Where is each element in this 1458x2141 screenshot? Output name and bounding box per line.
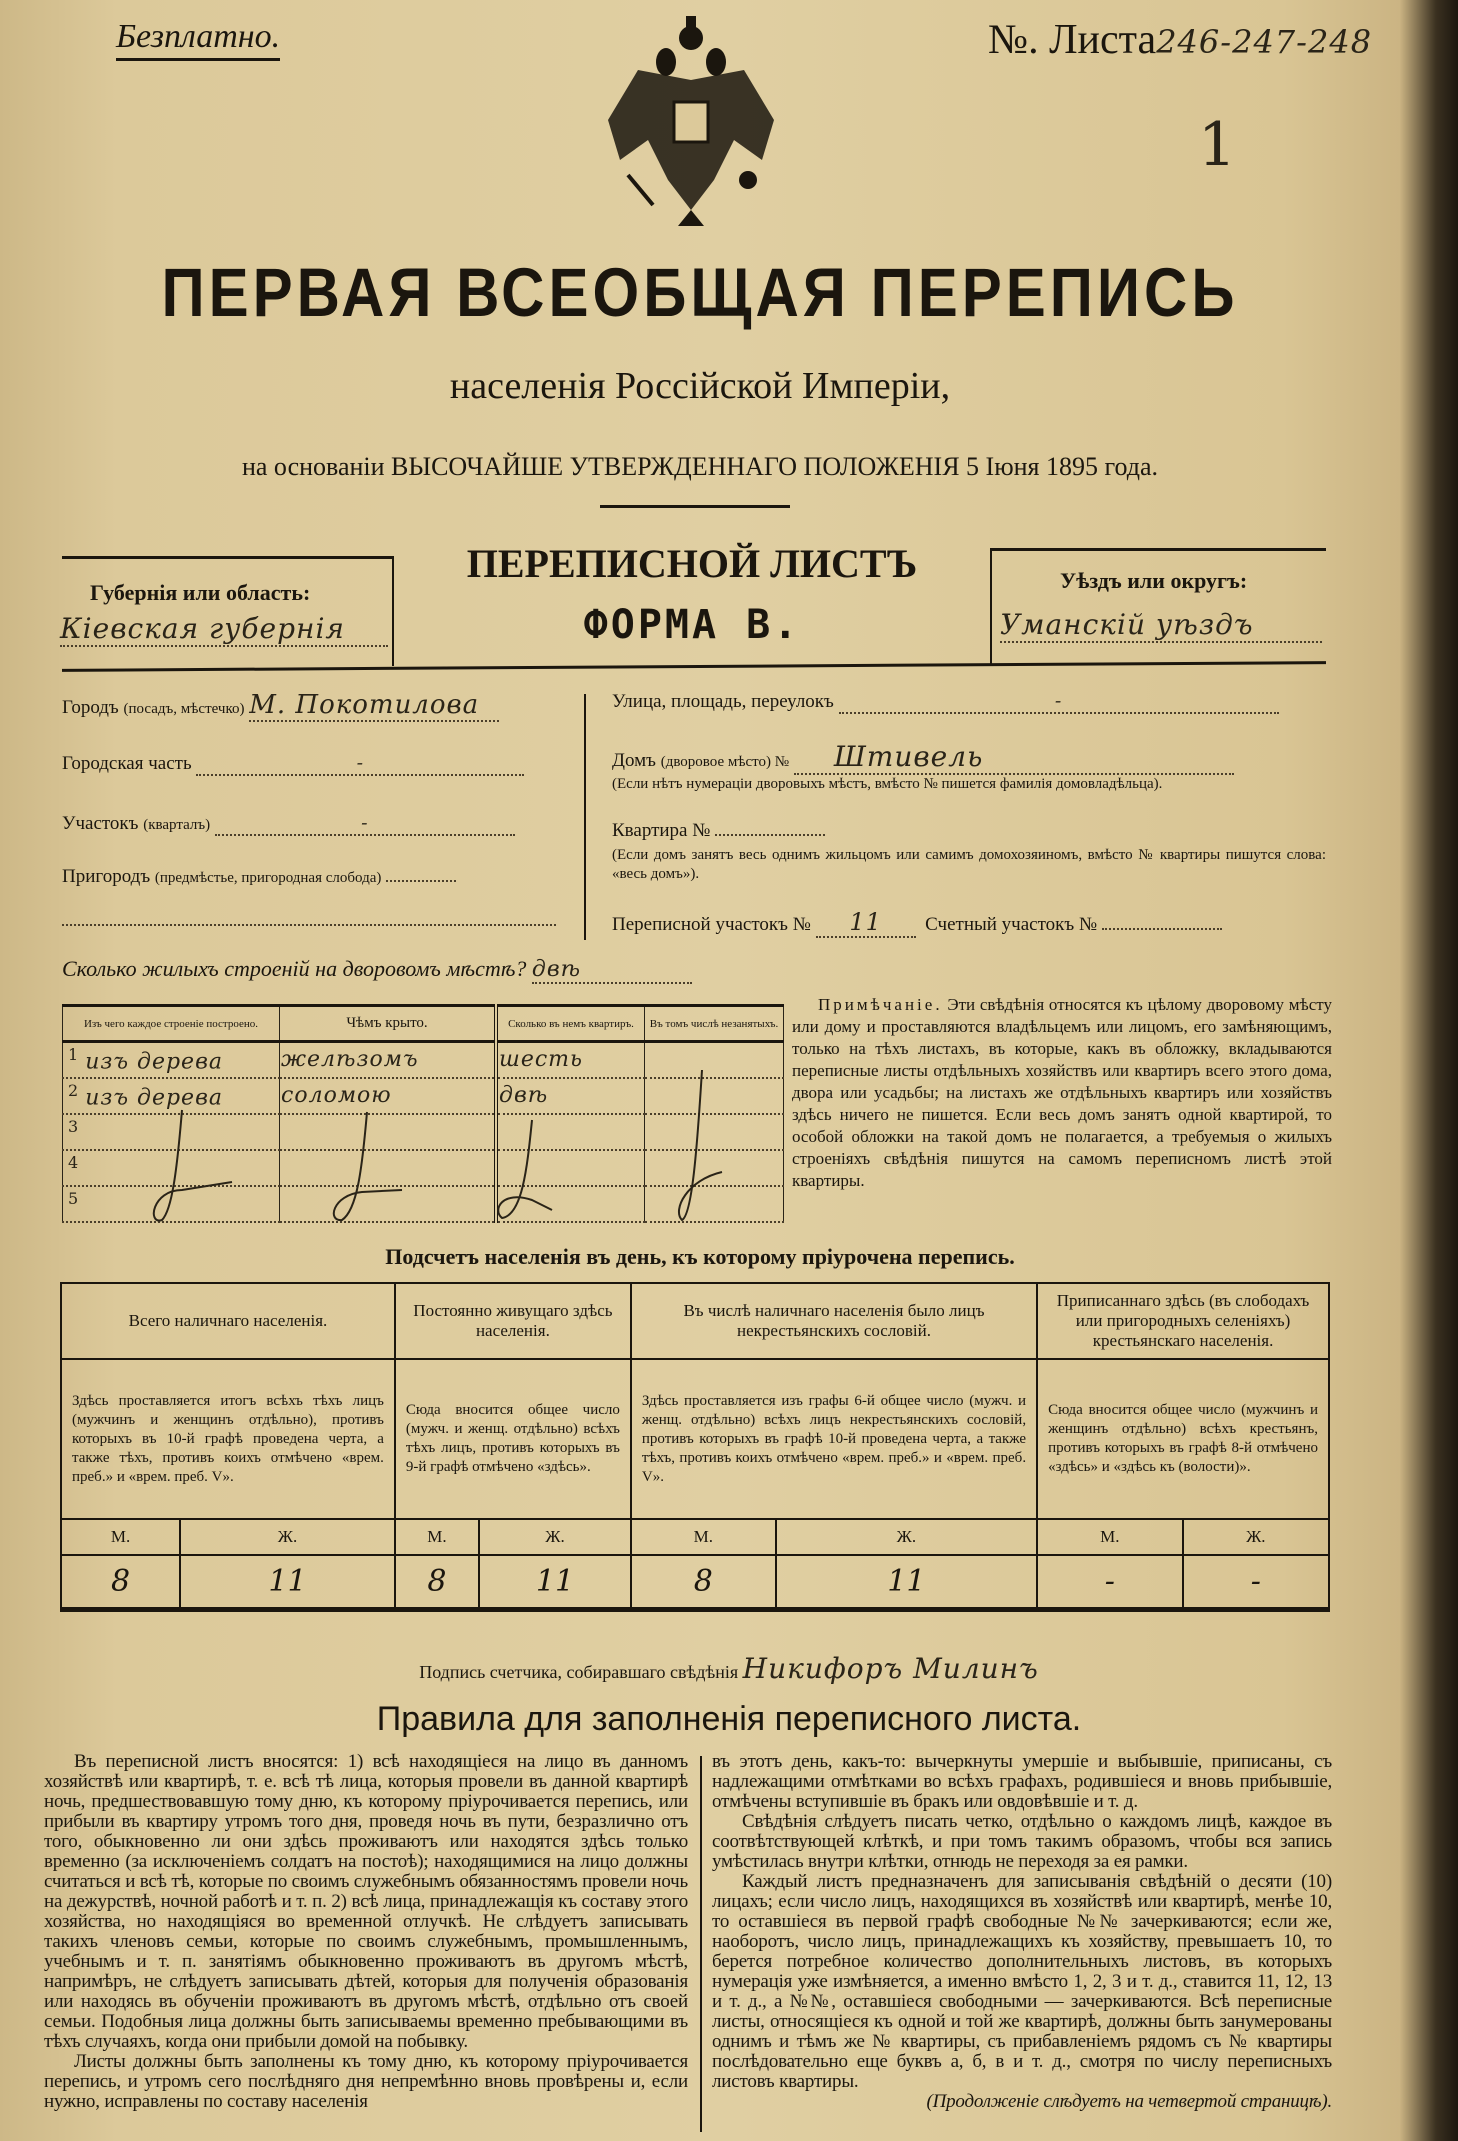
rules-right-column — [712, 1752, 1332, 2112]
group-description: Здѣсь проставляется итогъ всѣхъ тѣхъ лицъ (мужчинъ и женщинъ отдѣльно), противъ которыхъ въ 10-й графѣ проведена черта, а также тѣхъ, противъ коихъ отмѣчено «врем. преб.» и «врем. преб. V». — [61, 1359, 395, 1519]
divider — [700, 1756, 702, 2132]
document-subtitle: населенія Россійской Имперіи, — [449, 365, 951, 407]
free-of-charge-label: Безплатно. — [116, 18, 280, 61]
material-cell[interactable] — [63, 1078, 280, 1114]
rules-paragraph: въ этотъ день, какъ-то: вычеркнуты умершіе и выбывшіе, приписаны, съ надлежащими отмѣтками во всѣхъ графахъ, родившіеся и вновь прибывшіе, отмѣчены вступившіе въ бракъ или овдовѣвшіе и т. д. — [712, 1751, 1332, 1812]
rules-heading: Правила для заполненія переписного листа. — [376, 1700, 1082, 1738]
sheet-number-value: 246-247-248 — [1156, 23, 1373, 61]
female-count[interactable]: 11 — [180, 1555, 395, 1609]
vacant-cell[interactable] — [645, 1042, 784, 1078]
female-header: Ж. — [1183, 1519, 1329, 1555]
city-part-label: Городская часть — [62, 753, 192, 774]
population-table — [60, 1282, 1330, 1612]
house-note: (Если нѣтъ нумераціи дворовыхъ мѣстъ, вмѣсто № пишется фамилія домовладѣльца). — [612, 776, 1163, 792]
roof-cell[interactable] — [280, 1150, 497, 1186]
precinct-label: Участокъ — [62, 813, 139, 834]
rules-paragraph: Свѣдѣнія слѣдуетъ писать четко, отдѣльно о каждомъ лицѣ, каждое въ соотвѣтствующей клѣткѣ, и при томъ такимъ образомъ, чтобы вся запись умѣстилась внутри клѣтки, отнюдь не переходя за ея рамки. — [712, 1811, 1332, 1872]
roof-cell[interactable] — [280, 1186, 497, 1222]
document-title: ПЕРВАЯ ВСЕОБЩАЯ ПЕРЕПИСЬ — [161, 253, 1239, 332]
apartment-note: (Если домъ занятъ весь однимъ жильцомъ или самимъ домохозяиномъ, вмѣсто № квартиры пишутся слова: «весь домъ»). — [612, 847, 1326, 882]
row-number: 1 — [68, 1045, 80, 1065]
divider — [584, 694, 586, 940]
precinct-row — [62, 812, 515, 836]
divider — [990, 548, 1326, 551]
population-values — [61, 1555, 1329, 1609]
male-header: М. — [1037, 1519, 1183, 1555]
sheet-number — [988, 16, 1372, 64]
house-field[interactable]: Штивель — [794, 740, 1234, 775]
rules-left-column — [44, 1752, 688, 2112]
female-header: Ж. — [776, 1519, 1037, 1555]
apartments-cell[interactable] — [496, 1150, 645, 1186]
column-header: Чѣмъ крыто. — [280, 1006, 497, 1042]
apartments-cell[interactable] — [496, 1186, 645, 1222]
signature-label: Подпись счетчика, собиравшаго свѣдѣнія — [419, 1662, 739, 1682]
suburb-field[interactable] — [386, 880, 456, 882]
row-number: 3 — [68, 1116, 80, 1136]
apartments-cell[interactable] — [496, 1078, 645, 1114]
roof-cell[interactable] — [280, 1042, 497, 1078]
province-field[interactable]: Кіевская губернія — [60, 612, 388, 647]
buildings-table-row — [63, 1114, 784, 1150]
note-text: Эти свѣдѣнія относятся къ цѣлому дворовому мѣсту или дому и проставляются владѣльцемъ или лицомъ, его замѣняющимъ, только на тѣхъ листахъ, въ которые, какъ въ обложку, вкладываются переписные листы отдѣльныхъ хозяйствъ или квартиръ всего этого дома, двора или усадьбы; на листахъ же отдѣльныхъ квартиръ или хозяйствъ здѣсь ничего не пишется. Если весь домъ занятъ одной квартирой, то особой обложки на такой домъ не полагается, а требуемыя о жилыхъ строеніяхъ свѣдѣнія пишутся на самомъ переписномъ листѣ этой квартиры. — [792, 995, 1333, 1190]
precinct-hint: (кварталъ) — [143, 817, 211, 833]
buildings-table-row — [63, 1150, 784, 1186]
roof-cell[interactable] — [280, 1114, 497, 1150]
apartment-row — [612, 820, 825, 842]
male-count[interactable]: 8 — [61, 1555, 180, 1609]
roof-cell-value: желѣзомъ — [281, 1047, 419, 1073]
group-title: Всего наличнаго населенія. — [61, 1283, 395, 1359]
house-label: Домъ — [612, 750, 656, 771]
form-title: ПЕРЕПИСНОЙ ЛИСТЪ — [466, 541, 918, 586]
district-field[interactable]: Уманскій уѣздъ — [1000, 608, 1322, 643]
city-part-field[interactable]: - — [196, 752, 524, 776]
rules-continuation: (Продолженіе слѣдуетъ на четвертой страницѣ). — [926, 2091, 1332, 2112]
group-title: Въ числѣ наличнаго населенія было лицъ некрестьянскихъ сословій. — [631, 1283, 1037, 1359]
form-name: ФОРМА В. — [583, 602, 801, 648]
street-field[interactable]: - — [839, 690, 1279, 714]
apartments-cell-value: двѣ — [499, 1083, 549, 1108]
census-district-row — [612, 908, 1222, 938]
margin-mark: 1 — [1198, 110, 1238, 180]
signature-value: Никифоръ Милинъ — [742, 1652, 1039, 1685]
female-count[interactable]: - — [1183, 1555, 1329, 1609]
divider — [62, 556, 392, 559]
buildings-answer[interactable]: двѣ — [532, 957, 692, 984]
rules-paragraph: Каждый листъ предназначенъ для записыванія свѣдѣній о десяти (10) лицахъ; если число лицъ, находящихся въ хозяйствѣ или квартирѣ, менѣе 10, то оставшіеся въ первой графѣ свободные №№ зачеркиваются; если же, наоборотъ, число лицъ, принадлежащихъ къ хозяйству, превышаетъ 10, то берется потребное количество дополнительныхъ листовъ, въ которыхъ нумерація уже измѣняется, а именно вмѣсто 1, 2, 3 и т. д., ставится 11, 12, 13 и т. д., а №№, оставшіеся свободными — зачеркиваются. Всѣ переписные листы, относящіеся къ одной и той же квартирѣ, должны быть занумерованы однимъ и тѣмъ же № квартиры, съ прибавленіемъ рядомъ съ № квартиры послѣдовательно еще буквъ а, б, в и т. д., смотря по числу переписныхъ листовъ квартиры. — [712, 1871, 1332, 2092]
group-description: Сюда вносится общее число (мужч. и женщ. отдѣльно) всѣхъ тѣхъ лицъ, противъ которыхъ въ 9-й графѣ отмѣчено «здѣсь». — [395, 1359, 631, 1519]
apartment-field[interactable] — [715, 834, 825, 836]
suburb-label: Пригородъ — [62, 866, 151, 887]
male-count[interactable]: 8 — [631, 1555, 776, 1609]
buildings-table-row — [63, 1186, 784, 1222]
city-row — [62, 690, 499, 722]
suburb-row — [62, 866, 456, 888]
buildings-question: Сколько жилыхъ строеній на дворовомъ мѣстѣ? — [62, 956, 527, 981]
apartments-cell[interactable] — [496, 1114, 645, 1150]
street-label: Улица, площадь, переулокъ — [612, 691, 834, 712]
divider — [990, 550, 992, 664]
male-count[interactable]: 8 — [395, 1555, 479, 1609]
row-number: 5 — [68, 1188, 80, 1208]
apartments-cell-value: шесть — [499, 1047, 584, 1073]
male-header: М. — [631, 1519, 776, 1555]
vacant-cell[interactable] — [645, 1150, 784, 1186]
suburb-hint: (предмѣстье, пригородная слобода) — [154, 870, 382, 886]
decree-line: на основаніи ВЫСОЧАЙШЕ УТВЕРЖДЕННАГО ПОЛОЖЕНІЯ 5 Іюня 1895 года. — [241, 452, 1159, 481]
buildings-question-row — [62, 956, 692, 984]
city-field[interactable]: М. Покотилова — [249, 690, 499, 722]
material-cell-value: изъ дерева — [85, 1085, 223, 1111]
rules-paragraph: Листы должны быть заполнены къ тому дню, къ которому пріурочивается перепись, и утромъ сего послѣдняго дня непремѣнно вновь провѣрены и, если нужно, исправлены по составу населенія — [44, 2051, 688, 2112]
material-cell[interactable] — [63, 1186, 280, 1222]
column-header: Изъ чего каждое строеніе построено. — [63, 1006, 280, 1042]
population-group-titles — [61, 1283, 1329, 1359]
apartment-label: Квартира № — [612, 820, 711, 841]
material-cell-value: изъ дерева — [85, 1049, 223, 1075]
row-number: 2 — [68, 1080, 80, 1100]
buildings-table — [62, 1004, 784, 1223]
enumerator-signature-row — [0, 1652, 1458, 1685]
city-hint: (посадъ, мѣстечко) — [123, 701, 245, 717]
material-cell[interactable] — [63, 1114, 280, 1150]
male-header: М. — [395, 1519, 479, 1555]
count-district-field[interactable] — [1102, 928, 1222, 930]
suburb-field-line[interactable] — [62, 924, 556, 926]
buildings-table-row — [63, 1042, 784, 1078]
male-count[interactable]: - — [1037, 1555, 1183, 1609]
vacant-cell[interactable] — [645, 1114, 784, 1150]
female-count[interactable]: 11 — [776, 1555, 1037, 1609]
group-description: Здѣсь проставляется изъ графы 6-й общее число (мужч. и женщ. отдѣльно) всѣхъ лицъ некрестьянскихъ сословій, противъ которыхъ въ графѣ 10-й проведена черта, а также тѣхъ, противъ коихъ отмѣчено «врем. преб.» и «врем. преб. V». — [631, 1359, 1037, 1519]
group-title: Приписаннаго здѣсь (въ слободахъ или пригородныхъ селеніяхъ) крестьянскаго населенія. — [1037, 1283, 1329, 1359]
material-cell[interactable] — [63, 1042, 280, 1078]
population-sex-headers — [61, 1519, 1329, 1555]
census-district-field[interactable]: 11 — [816, 908, 916, 938]
rules-paragraph: Въ переписной листъ вносятся: 1) всѣ находящіеся на лицо въ данномъ хозяйствѣ или квартирѣ, т. е. всѣ тѣ лица, которыя провели въ данной квартирѣ ночь, предшествовавшую тому дню, къ которому пріурочивается перепись, или прибыли въ квартиру утромъ того дня, проведя ночь въ пути, безразлично отъ того, обыкновенно ли они здѣсь проживаютъ или находятся здѣсь только временно (за исключеніемъ солдатъ на постоѣ); находящимися на лицо должны считаться и всѣ тѣ, которые по своимъ служебнымъ обязанностямъ провели ночь на дежурствѣ, ночной работѣ и т. п. 2) всѣ лица, принадлежащія къ составу этого хозяйства, но находящіяся во временной отлучкѣ. Не слѣдуетъ записывать такихъ членовъ семьи, которые по своимъ служебнымъ, промышленнымъ, учебнымъ и т. п. занятіямъ обыкновенно проживаютъ въ другомъ мѣстѣ, напримѣръ, не слѣдуетъ записывать дѣтей, которыя для полученія образованія или находясь въ обученіи проживаютъ въ другомъ мѣстѣ, отдѣльно отъ своей семьи. Подобныя лица должны быть записываемы временно пребывающими въ тѣхъ случаяхъ, когда они прибыли домой на побывку. — [44, 1751, 688, 2052]
material-cell[interactable] — [63, 1150, 280, 1186]
house-hint: (дворовое мѣсто) № — [660, 754, 790, 770]
group-title: Постоянно живущаго здѣсь населенія. — [395, 1283, 631, 1359]
male-header: М. — [61, 1519, 180, 1555]
city-part-row — [62, 752, 524, 776]
group-description: Сюда вносится общее число (мужчинъ и женщинъ отдѣльно) всѣхъ крестьянъ, противъ которыхъ въ графѣ 8-й отмѣчено «здѣсь» и «здѣсь къ (волости)». — [1037, 1359, 1329, 1519]
count-district-label: Счетный участокъ № — [925, 914, 1098, 935]
column-header: Сколько въ немъ квартиръ. — [496, 1006, 645, 1042]
house-row — [612, 740, 1234, 775]
row-number: 4 — [68, 1152, 80, 1172]
sheet-number-label: №. Листа — [988, 17, 1157, 63]
district-label: Уѣздъ или округъ: — [1060, 568, 1248, 593]
province-label: Губернія или область: — [90, 580, 311, 605]
divider — [62, 661, 1326, 672]
buildings-note — [792, 994, 1332, 1192]
apartments-cell[interactable] — [496, 1042, 645, 1078]
precinct-field[interactable]: - — [215, 812, 515, 836]
divider — [600, 505, 790, 508]
roof-cell-value: соломою — [281, 1083, 392, 1108]
female-header: Ж. — [180, 1519, 395, 1555]
vacant-cell[interactable] — [645, 1078, 784, 1114]
vacant-cell[interactable] — [645, 1186, 784, 1222]
double-headed-eagle-emblem — [598, 10, 784, 228]
column-header: Въ томъ числѣ незанятыхъ. — [645, 1006, 784, 1042]
census-district-label: Переписной участокъ № — [612, 914, 811, 935]
buildings-table-header — [63, 1006, 784, 1042]
female-count[interactable]: 11 — [479, 1555, 631, 1609]
buildings-table-row — [63, 1078, 784, 1114]
population-group-descriptions — [61, 1359, 1329, 1519]
roof-cell[interactable] — [280, 1078, 497, 1114]
population-heading: Подсчетъ населенія въ день, къ которому пріурочена перепись. — [385, 1244, 1015, 1269]
female-header: Ж. — [479, 1519, 631, 1555]
street-row — [612, 690, 1279, 714]
note-title: Примѣчаніе. — [818, 995, 943, 1014]
city-label: Городъ — [62, 697, 119, 718]
